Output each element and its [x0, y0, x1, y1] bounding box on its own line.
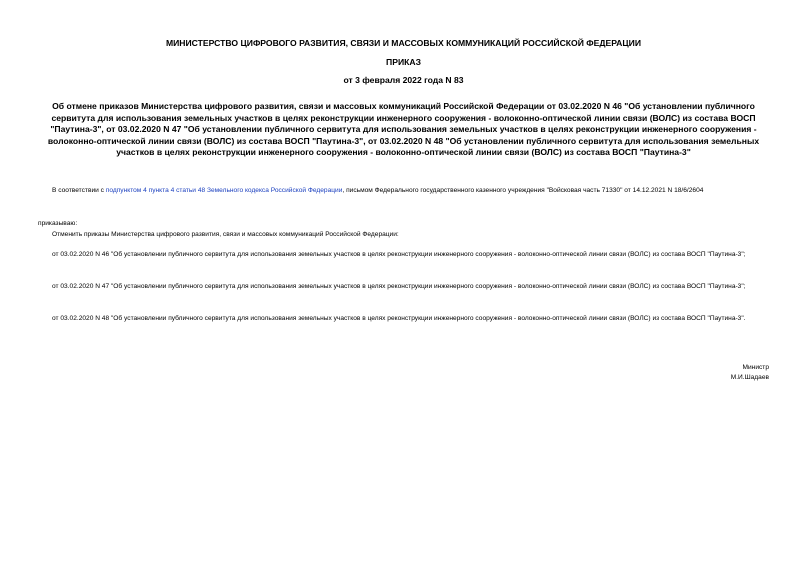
- signature-name: М.И.Шадаев: [730, 374, 769, 381]
- land-code-link[interactable]: подпунктом 4 пункта 4 статьи 48 Земельного кодекса Российской Федерации: [105, 187, 343, 194]
- order-word: приказываю:: [38, 220, 78, 227]
- cancel-item-3: от 03.02.2020 N 48 "Об установлении публичного сервитута для использования земельных участков в целях реконструкции инженерного сооружения - волоконно-оптической линии связи (ВОЛС) из состава ВОСП "Паутина-3".: [52, 315, 746, 322]
- ministry-heading: МИНИСТЕРСТВО ЦИФРОВОГО РАЗВИТИЯ, СВЯЗИ И МАССОВЫХ КОММУНИКАЦИЙ РОССИЙСКОЙ ФЕДЕРАЦИИ: [165, 38, 642, 48]
- signature-position: Министр: [742, 364, 769, 371]
- document-type: ПРИКАЗ: [386, 57, 421, 67]
- document-date-number: от 3 февраля 2022 года N 83: [343, 75, 464, 85]
- cancel-intro: Отменить приказы Министерства цифрового развития, связи и массовых коммуникаций Российской Федерации:: [52, 231, 399, 238]
- basis-suffix: , письмом Федерального государственного казенного учреждения "Войсковая часть 71330" от 14.12.2021 N 18/6/2604: [342, 187, 704, 194]
- basis-paragraph: [38, 186, 771, 196]
- document-title: Об отмене приказов Министерства цифрового развития, связи и массовых коммуникаций Российской Федерации от 03.02.2020 N 46 "Об установлении публичного сервитута для использования земельных участков в целях реконструкции инженерного сооружения - волоконно-оптической линии связи (ВОЛС) из состава ВОСП "Паутина-3", от 03.02.2020 N 47 "Об установлении публичного сервитута для использования земельных участков в целях реконструкции инженерного сооружения - волоконно-оптической линии связи (ВОЛС) из состава ВОСП "Паутина-3", от 03.02.2020 N 48 "Об установлении публичного сервитута для использования земельных участков в целях реконструкции инженерного сооружения - волоконно-оптической линии связи (ВОЛС) из состава ВОСП "Паутина-3": [47, 101, 760, 157]
- basis-prefix: В соответствии с: [52, 187, 106, 194]
- cancel-item-1: от 03.02.2020 N 46 "Об установлении публичного сервитута для использования земельных участков в целях реконструкции инженерного сооружения - волоконно-оптической линии связи (ВОЛС) из состава ВОСП "Паутина-3";: [52, 251, 746, 258]
- cancel-item-2: от 03.02.2020 N 47 "Об установлении публичного сервитута для использования земельных участков в целях реконструкции инженерного сооружения - волоконно-оптической линии связи (ВОЛС) из состава ВОСП "Паутина-3";: [52, 283, 746, 290]
